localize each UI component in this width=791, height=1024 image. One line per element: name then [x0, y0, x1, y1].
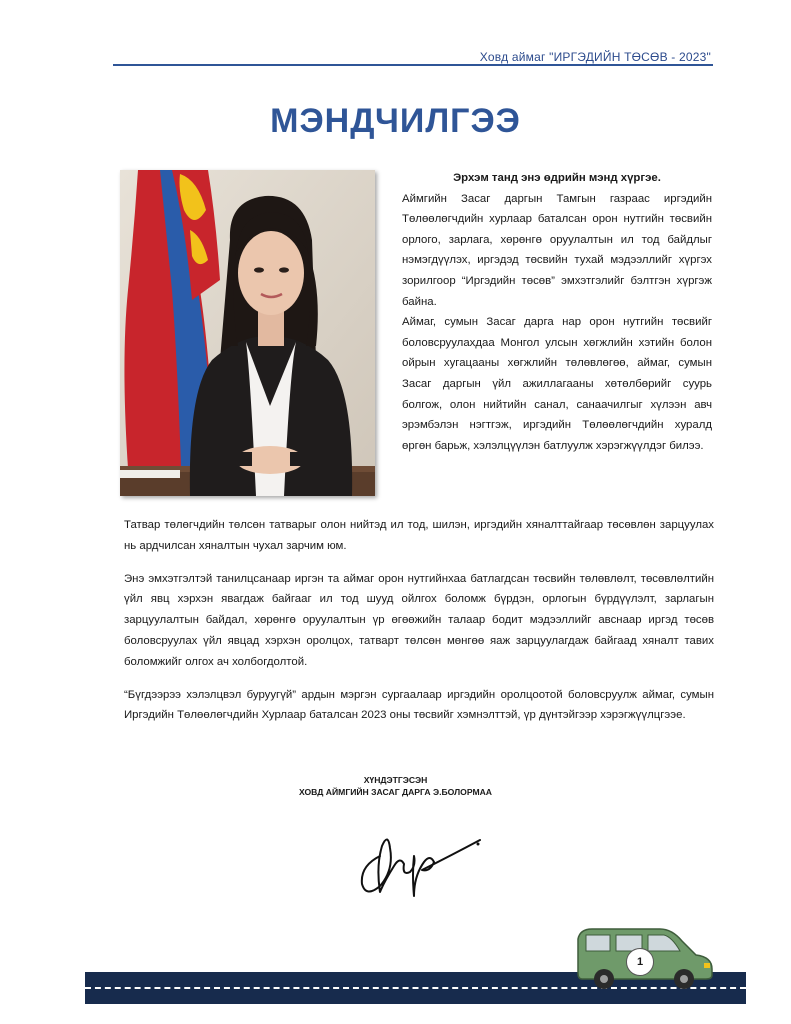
- portrait-photo: [120, 170, 375, 496]
- header-divider: [113, 64, 713, 66]
- greeting-block: [402, 168, 712, 456]
- body-paragraph-2: Энэ эмхэтгэлтэй танилцсанаар иргэн та аймаг орон нутгийнхаа батлагдсан төсвийн төлөвлөлт, төсөвлөлтийн үйл явц хэрхэн явагдаж байгааг ил тод шууд ойлгох боломж бүрдэн, орлогын бүрдүүлэлт, зарлагын зарцуулалтын байдал, хөрөнгө оруулалтын үр өгөөжийн талаар бодит мэдээллийг авснаар иргэд төсөв боловсруулах үйл явцад хэрхэн оролцох, татварт төлсөн мөнгөө яаж зарцуулагдаж байгаад хяналт тавих боломжийг олгох ач холбогдолтой.: [124, 572, 714, 668]
- page-title: МЭНДЧИЛГЭЭ: [270, 102, 521, 140]
- greeting-salute: Эрхэм танд энэ өдрийн мэнд хүргэе.: [453, 172, 661, 184]
- page-number: 1: [626, 948, 654, 976]
- signature: [350, 826, 490, 911]
- closing-block: [0, 774, 791, 798]
- body-paragraph-1: Татвар төлөгчдийн төлсөн татварыг олон нийтэд ил тод, шилэн, иргэдийн хяналттайгаар төсөвлөн зарцуулах нь ардчилсан хяналтын чухал зарчим юм.: [124, 519, 714, 552]
- header-text: Ховд аймаг "ИРГЭДИЙН ТӨСӨВ - 2023": [479, 50, 711, 64]
- greeting-paragraph-2: Аймаг, сумын Засаг дарга нар орон нутгийн төсвийг боловсруулахдаа Монгол улсын хөгжлийн хэтийн болон ойрын хугацааны хөгжлийн төлөвлөгөө, аймаг, сумын Засаг даргын үйл ажиллагааны хөтөлбөрийг суурь болгож, олон нийтийн санал, санаачилгыг хүлээн авч эрэмбэлэн нэгтгэж, иргэдийн Төлөөлөгчдийн хуралд өргөн барьж, хэлэлцүүлэн батлуулж хэрэгжүүлдэг билээ.: [402, 316, 712, 452]
- greeting-paragraph-1: Аймгийн Засаг даргын Тамгын газраас иргэдийн Төлөөлөгчдийн хурлаар баталсан орон нутгийн төсвийн орлого, зарлага, хөрөнгө оруулалтын ил тод байдлыг нэмэгдүүлэх, иргэдэд төсвийн тухай мэдээллийг хүргэх зорилгоор “Иргэдийн төсөв” эмхэтгэлийг бэлтгэн хүргэж байна.: [402, 192, 712, 308]
- closing-signatory: ХОВД АЙМГИЙН ЗАСАГ ДАРГА Э.БОЛОРМАА: [298, 787, 493, 797]
- body-paragraph-3: “Бүгдээрээ хэлэлцвэл буруугүй” ардын мэргэн сургаалаар иргэдийн оролцоотой боловсруулж аймаг, сумын Иргэдийн Төлөөлөгчдийн Хурлаар баталсан 2023 оны төсвийг хэмнэлттэй, үр дүнтэйгээр хэрэгжүүлцгээе.: [124, 688, 714, 722]
- closing-regards: ХҮНДЭТГЭСЭН: [363, 775, 428, 785]
- body-text: [124, 515, 714, 738]
